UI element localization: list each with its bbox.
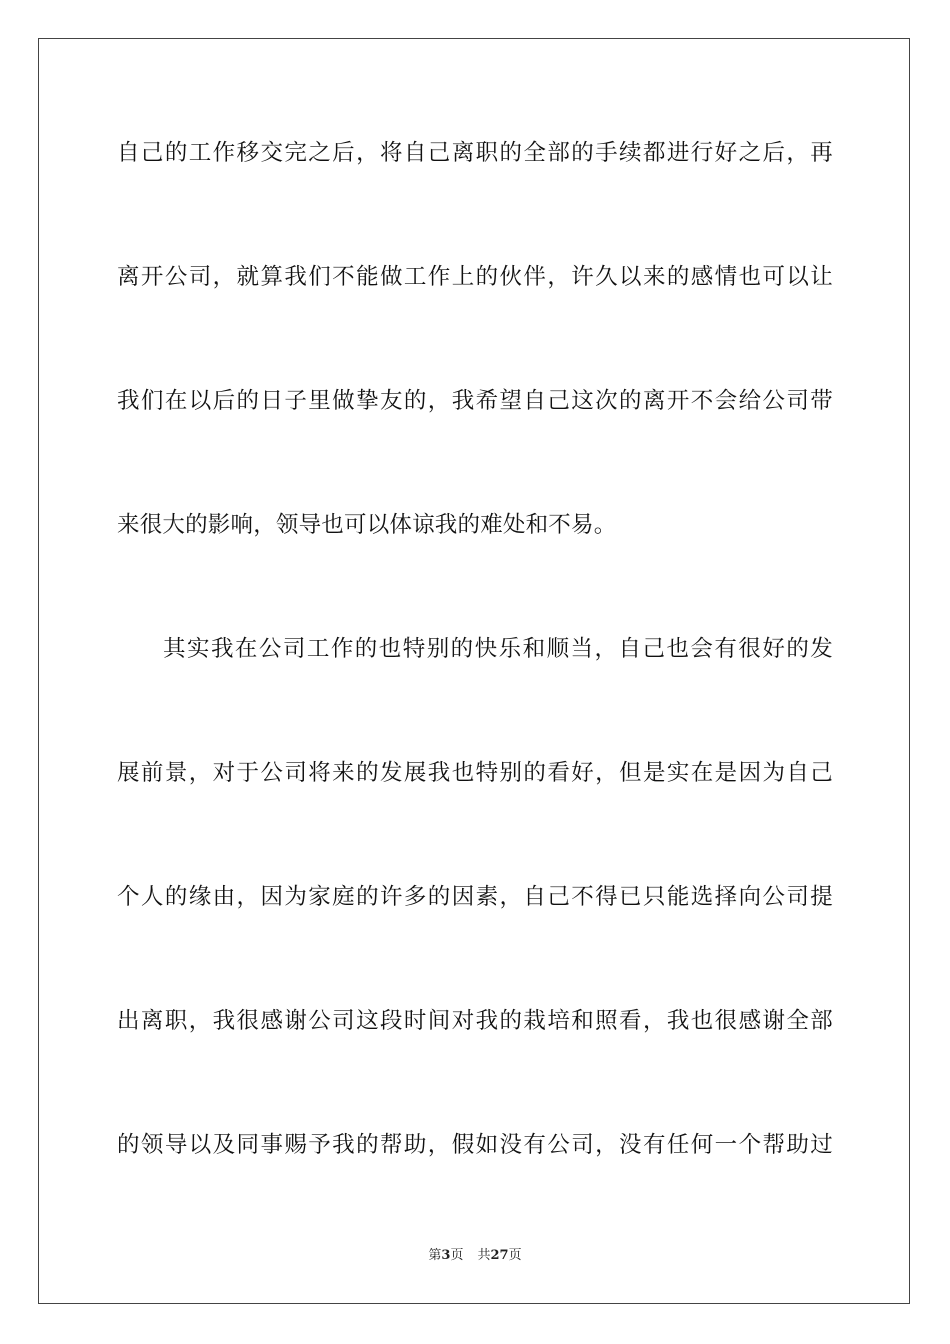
text-line-5: 其实我在公司工作的也特别的快乐和顺当，自己也会有很好的发 [163,636,833,662]
text-line-1: 自己的工作移交完之后，将自己离职的全部的手续都进行好之后，再 [117,140,833,166]
page-suffix: 页 [450,1248,464,1263]
total-prefix: 共 [477,1248,491,1263]
text-line-2: 离开公司，就算我们不能做工作上的伙伴，许久以来的感情也可以让 [117,264,833,290]
page-number: 3 [441,1248,451,1263]
page-prefix: 第 [428,1248,442,1263]
text-line-9: 的领导以及同事赐予我的帮助，假如没有公司，没有任何一个帮助过 [117,1132,833,1158]
total-pages: 27 [490,1248,509,1263]
text-line-4: 来很大的影响，领导也可以体谅我的难处和不易。 [117,512,617,538]
text-line-6: 展前景，对于公司将来的发展我也特别的看好，但是实在是因为自己 [117,760,833,786]
document-body [117,122,833,1238]
total-suffix: 页 [508,1248,522,1263]
text-line-8: 出离职，我很感谢公司这段时间对我的栽培和照看，我也很感谢全部 [117,1008,833,1034]
text-line-7: 个人的缘由，因为家庭的许多的因素，自己不得已只能选择向公司提 [117,884,833,910]
text-line-3: 我们在以后的日子里做挚友的，我希望自己这次的离开不会给公司带 [117,388,833,414]
page-footer [0,1247,950,1265]
